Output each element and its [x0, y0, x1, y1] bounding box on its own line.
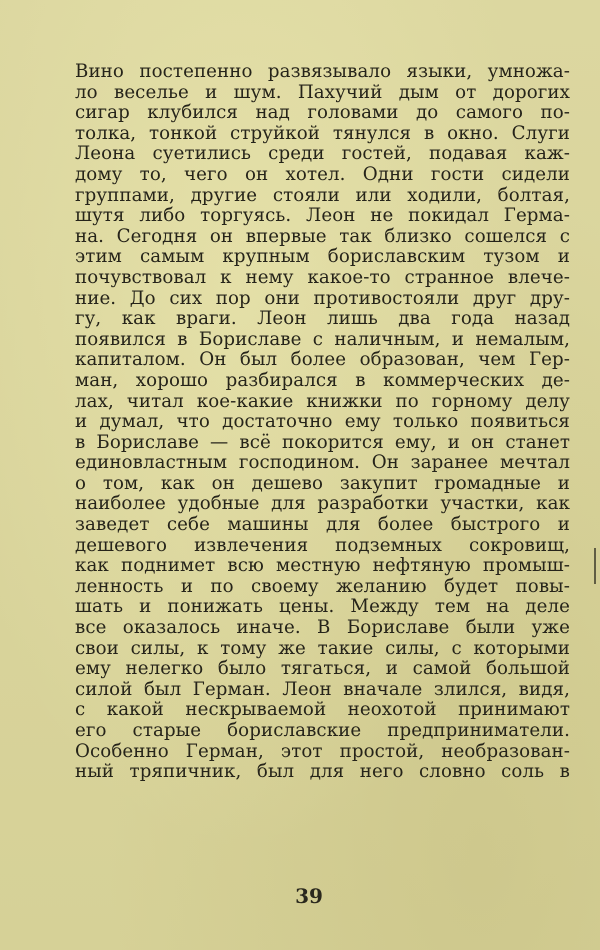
text-line: дому то, чего он хотел. Одни гости сидели — [75, 164, 570, 185]
text-line: этим самым крупным бориславским тузом и — [75, 247, 570, 268]
page-number: 39 — [295, 884, 323, 908]
text-line: Особенно Герман, этот простой, необразован- — [75, 741, 570, 762]
text-line: о том, как он дешево закупит громадные и — [75, 473, 570, 494]
text-line: толка, тонкой струйкой тянулся в окно. Слуги — [75, 123, 570, 144]
text-line: ленность и по своему желанию будет повы- — [75, 576, 570, 597]
text-line: Леона суетились среди гостей, подавая каж- — [75, 144, 570, 165]
text-line: наиболее удобные для разработки участки, как — [75, 494, 570, 515]
text-line: и думал, что достаточно ему только появиться — [75, 412, 570, 433]
text-line: шутя либо торгуясь. Леон не покидал Герма- — [75, 206, 570, 227]
text-line: силой был Герман. Леон вначале злился, видя, — [75, 679, 570, 700]
text-line: капиталом. Он был более образован, чем Гер- — [75, 350, 570, 371]
text-line: дешевого извлечения подземных сокровищ, — [75, 535, 570, 556]
page-edge-mark — [594, 548, 596, 584]
text-line: на. Сегодня он впервые так близко сошелся с — [75, 226, 570, 247]
text-line: Вино постепенно развязывало языки, умножа- — [75, 62, 570, 82]
text-line: единовластным господином. Он заранее мечтал — [75, 453, 570, 474]
text-line: его старые бориславские предприниматели. — [75, 721, 570, 741]
text-line: свои силы, к тому же такие силы, с которыми — [75, 638, 570, 659]
body-text — [75, 62, 570, 783]
text-line: ло веселье и шум. Пахучий дым от дорогих — [75, 82, 570, 103]
text-line: ние. До сих пор они противостояли друг дру- — [75, 288, 570, 309]
text-line: в Бориславе — всё покорится ему, и он станет — [75, 432, 570, 453]
text-line: сигар клубился над головами до самого по- — [75, 103, 570, 124]
text-line: с какой нескрываемой неохотой принимают — [75, 700, 570, 721]
text-line: ему нелегко было тягаться, и самой большой — [75, 659, 570, 680]
text-line: группами, другие стояли или ходили, болтая, — [75, 185, 570, 206]
text-line: заведет себе машины для более быстрого и — [75, 515, 570, 536]
text-line: все оказалось иначе. В Бориславе были уже — [75, 618, 570, 639]
text-line: почувствовал к нему какое-то странное влече- — [75, 267, 570, 288]
text-line: шать и понижать цены. Между тем на деле — [75, 597, 570, 618]
text-line: ный тряпичник, был для него словно соль в — [75, 762, 570, 783]
text-line: появился в Бориславе с наличным, и немалым, — [75, 329, 570, 350]
text-line: ман, хорошо разбирался в коммерческих де- — [75, 370, 570, 391]
text-line: лах, читал кое-какие книжки по горному делу — [75, 391, 570, 412]
text-line: как поднимет всю местную нефтяную промыш- — [75, 556, 570, 577]
text-line: гу, как враги. Леон лишь два года назад — [75, 309, 570, 330]
